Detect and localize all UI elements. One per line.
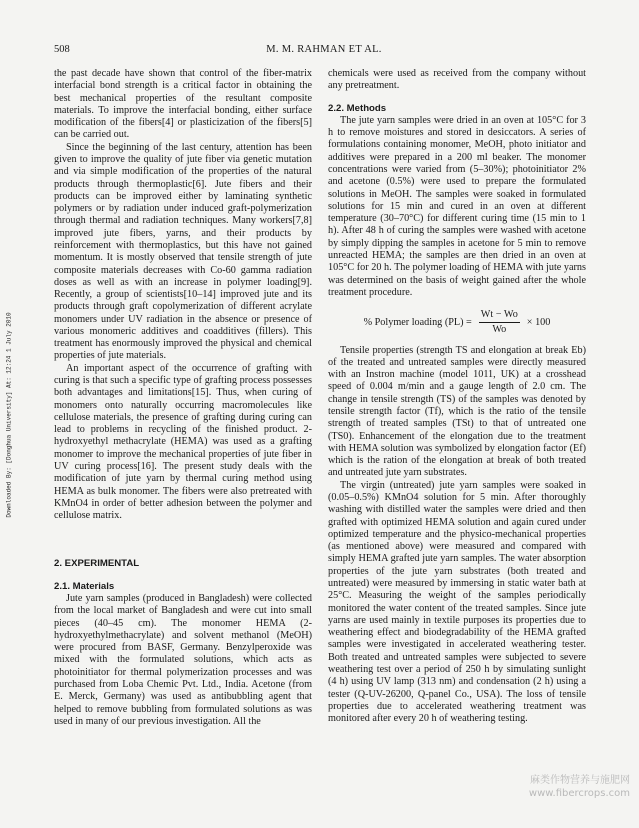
equation-fraction <box>479 309 520 337</box>
paragraph: Tensile properties (strength TS and elongation at break Eb) of the treated and untreated samples were directly measured with an Instron machine (model 1011, UK) at a crosshead speed of 0.004 m/min and a gauge length of 2.0 cm. The change in tensile strength (TS) of the samples was denoted by tensile strength factor (Tf), which is the ratio of the tensile strength of treated samples (TSt) to that of untreated one (TS0). Enhancement of the elongation due to the treatment with HEMA solution was symbolized by elongation factor (Ef) which is the ration of the elongation at break of both treated and untreated jute yarn substrates. <box>328 344 586 479</box>
watermark-line: 麻类作物营养与施肥网 <box>530 775 630 786</box>
equation-numerator: Wt − Wo <box>479 309 520 323</box>
paragraph: The virgin (untreated) jute yarn samples were soaked in (0.05–0.5%) KMnO4 solution for 5 min. After thoroughly washing with distilled water the samples were dried and then grafted with optimized HEMA solution and again cured under optimized temperature and the physico-mechanical properties (as mentioned above) were measured and compared with simply HEMA grafted jute yarn samples. The water absorption properties of the jute yarn substrates (both treated and untreated) were measured by immersing in static water bath at 25°C. Measuring the weight of the samples periodically monitored the water content of the treated samples. Since jute yarns are used mainly in textile purposes its properties due to weathering effect and biodegradability of the HEMA grafted samples were investigated in accelerated weathering tester. Both treated and untreated samples were subjected to severe weathering test over a period of 250 h by simulating sunlight (4 h) using UV lamp (313 nm) and condensation (2 h) using a tester (Q-UV-26200, Q-panel Co., USA). The loss of tensile properties due to accelerated weathering treatment was monitored after every 20 h of weathering testing. <box>328 479 586 725</box>
equation-lhs: % Polymer loading (PL) = <box>363 316 472 328</box>
paragraph: the past decade have shown that control of the fiber-matrix interfacial bond strength is a critical factor in obtaining the best mechanical properties of the resultant composite materials. To improve the interfacial bonding, either surface modification of the fibers[4] or plasticization of the fibers[5] can be carried out. <box>54 68 312 141</box>
paragraph: Since the beginning of the last century, attention has been given to improve the quality of jute fiber via genetic mutation and via simple modification of the properties of the natural products through thermoplastic[6]. Jute fibers and their products can be improved either by laminating synthetic polymers or by radiation under induced graft-polymerization through thermal and radiation techniques. Many workers[7,8] improved jute fibers, yarns, and their products by reinforcement with thermoplastics, but this have not gained momentum. It is mostly observed that tensile strength of jute composite materials decreases with Co-60 gamma radiation doses as well as with an increase in polymer loading[9]. Recently, a group of scientists[10–14] improved jute and its products through graft copolymerization of different acrylate monomers under UV radiation in the absence or presence of various monomeric additives and coadditives (fillers). This treatment has enormously improved the physical and chemical properties of jute materials. <box>54 141 312 362</box>
subsection-heading: 2.2. Methods <box>328 102 387 114</box>
paragraph: An important aspect of the occurrence of grafting with curing is that such a specific type of grafting process possesses both advantages and limitations[15]. Thus, when curing of monomers onto naturally occurring macromolecules like cellulose materials, the presence of grafting during curing can lead to problems in recycling of the finished product. 2-hydroxyethyl methacrylate (HEMA) was used as a grafting monomer to improve the mechanical properties of jute fiber in UV curing process[16]. The present study deals with the modification of jute yarn by thermal curing method using HEMA as bulk monomer. The fibers were also pretreated with KMnO4 in order of better adhesion between the polymer and cellulose matrix. <box>54 362 312 522</box>
right-column <box>328 68 586 725</box>
site-watermark <box>512 774 630 800</box>
download-note-text: Downloaded By: [Donghua University] At: 12:24 1 July 2010 <box>5 312 13 518</box>
running-head: M. M. RAHMAN ET AL. <box>266 44 382 55</box>
paragraph: The jute yarn samples were dried in an oven at 105°C for 3 h to remove moistures and stored in desiccators. A series of formulations containing monomer, MeOH, photo initiator and additives were prepared in a 200 ml beaker. The monomer concentrations were varied from (5–30%); photoinitiator 2% and acetone (0.5%) were used to prepare the formulated solutions in MeOH. The samples were soaked in formulated solutions for 15 min and cured in an oven at different temperature (30–70°C) for different curing time (15 min to 1 h). After 48 h of curing the samples were washed with acetone by simply dipping the samples in acetone for 5 min to remove unreacted HEMA; the samples are then dried in an oven at 105°C for 20 h. The polymer loading of HEMA with jute yarns was determined on the basis of weight gained after the whole treatment procedure. <box>328 114 586 298</box>
subsection-heading: 2.1. Materials <box>54 580 115 592</box>
page-number: 508 <box>54 44 70 55</box>
paragraph: Jute yarn samples (produced in Bangladesh) were collected from the local market of Bangladesh and were cut into small pieces (40–45 cm). The monomer HEMA (2-hydroxyethylmethacrylate) and solvent methanol (MeOH) were procured from BASF, Germany. Benzylperoxide was mixed with the formulated solutions, which acts as photoinitiator for thermal polymerization processes and was purchased from Loba Chemic Pvt. Ltd., India. Acetone (from E. Merck, Germany) was used as antibubbling agent that helped to remove bubbling from formulated solutions as was used in many of our previous investigation. All the <box>54 592 312 727</box>
page-header <box>54 44 594 58</box>
watermark-line: www.fibercrops.com <box>528 788 630 799</box>
section-heading: 2. EXPERIMENTAL <box>54 558 140 570</box>
left-column <box>54 68 312 728</box>
paragraph: chemicals were used as received from the company without any pretreatment. <box>328 68 586 92</box>
download-note <box>4 250 14 580</box>
equation-denominator: Wo <box>492 324 507 336</box>
polymer-loading-equation <box>328 309 586 337</box>
equation-rhs: × 100 <box>526 316 551 328</box>
